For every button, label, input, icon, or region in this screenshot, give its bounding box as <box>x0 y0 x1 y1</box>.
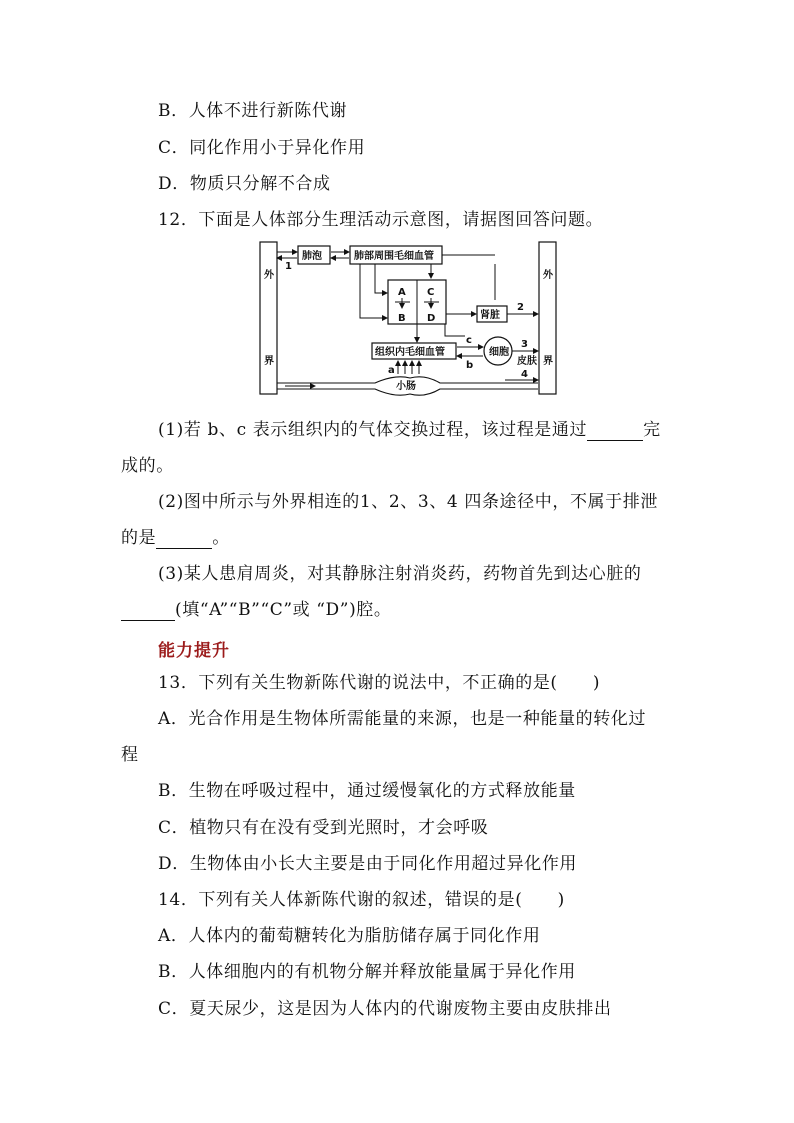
q13-option-a-line1: A．光合作用是生物体所需能量的来源，也是一种能量的转化过 <box>158 709 647 729</box>
outer-left-label: 外 <box>264 270 274 281</box>
q12-part1-text: (1)若 b、c 表示组织内的气体交换过程，该过程是通过 <box>158 420 588 440</box>
question-13-stem: 13．下列有关生物新陈代谢的说法中，不正确的是( ) <box>158 673 601 693</box>
q12-part3-text: (填“A”“B”“C”或 “D”)腔。 <box>175 600 392 620</box>
path-1-label: 1 <box>285 261 292 272</box>
q12-part2-line1: (2)图中所示与外界相连的1、2、3、4 四条途径中，不属于排泄 <box>158 492 658 512</box>
outer-right-bottom-label: 界 <box>543 356 553 367</box>
q12-part1-end: 完 <box>643 420 661 440</box>
physiology-diagram <box>255 238 565 398</box>
answer-blank-1[interactable] <box>587 422 643 441</box>
q13-option-b: B．生物在呼吸过程中，通过缓慢氧化的方式释放能量 <box>158 781 576 801</box>
option-c: C．同化作用小于异化作用 <box>158 138 366 158</box>
path-4-label: 4 <box>521 369 528 380</box>
option-b: B．人体不进行新陈代谢 <box>158 101 348 121</box>
q13-option-d: D．生物体由小长大主要是由于同化作用超过异化作用 <box>158 854 578 874</box>
heart-a-label: A <box>398 287 406 298</box>
answer-blank-3[interactable] <box>121 602 175 621</box>
heart-c-label: C <box>427 287 435 298</box>
question-14-stem: 14．下列有关人体新陈代谢的叙述，错误的是( ) <box>158 890 565 910</box>
outer-left-bottom-label: 界 <box>264 356 274 367</box>
q12-part2-end: 。 <box>212 528 230 548</box>
q12-part1-line1 <box>158 419 661 441</box>
outer-right-label: 外 <box>543 270 553 281</box>
label-b: b <box>466 360 474 371</box>
q13-option-c: C．植物只有在没有受到光照时，才会呼吸 <box>158 818 489 838</box>
q12-part3-line1: (3)某人患肩周炎，对其静脉注射消炎药，药物首先到达心脏的 <box>158 564 642 584</box>
label-c: c <box>466 335 472 346</box>
outer-world-left-bar <box>260 242 277 394</box>
lung-capillaries-label: 肺部周围毛细血管 <box>354 251 434 262</box>
outer-world-right-bar <box>539 242 556 394</box>
option-d: D．物质只分解不合成 <box>158 174 331 194</box>
tissue-capillaries-label: 组织内毛细血管 <box>375 347 445 358</box>
label-a: a <box>388 365 395 376</box>
path-3-label: 3 <box>521 339 528 350</box>
section-heading: 能力提升 <box>158 641 230 661</box>
q12-part3-line2 <box>121 599 392 621</box>
q12-part2-line2 <box>121 527 230 549</box>
q14-option-a: A．人体内的葡萄糖转化为脂肪储存属于同化作用 <box>158 926 541 946</box>
skin-label: 皮肤 <box>517 356 537 367</box>
alveoli-label: 肺泡 <box>302 251 322 262</box>
q14-option-c: C．夏天尿少，这是因为人体内的代谢废物主要由皮肤排出 <box>158 999 612 1019</box>
kidney-label: 肾脏 <box>480 310 500 321</box>
q12-part1-line2: 成的。 <box>121 456 174 476</box>
path-2-label: 2 <box>517 302 524 313</box>
q14-option-b: B．人体细胞内的有机物分解并释放能量属于异化作用 <box>158 962 576 982</box>
cell-label: 细胞 <box>489 347 509 358</box>
question-12-stem: 12．下面是人体部分生理活动示意图，请据图回答问题。 <box>158 210 604 230</box>
lung-to-heart-path <box>360 264 387 318</box>
answer-blank-2[interactable] <box>156 530 212 549</box>
q13-option-a-line2: 程 <box>121 745 139 765</box>
intestine-label: 小肠 <box>396 381 416 392</box>
q12-part2-text: 的是 <box>121 528 157 548</box>
heart-b-label: B <box>398 313 406 324</box>
heart-d-label: D <box>427 313 436 324</box>
